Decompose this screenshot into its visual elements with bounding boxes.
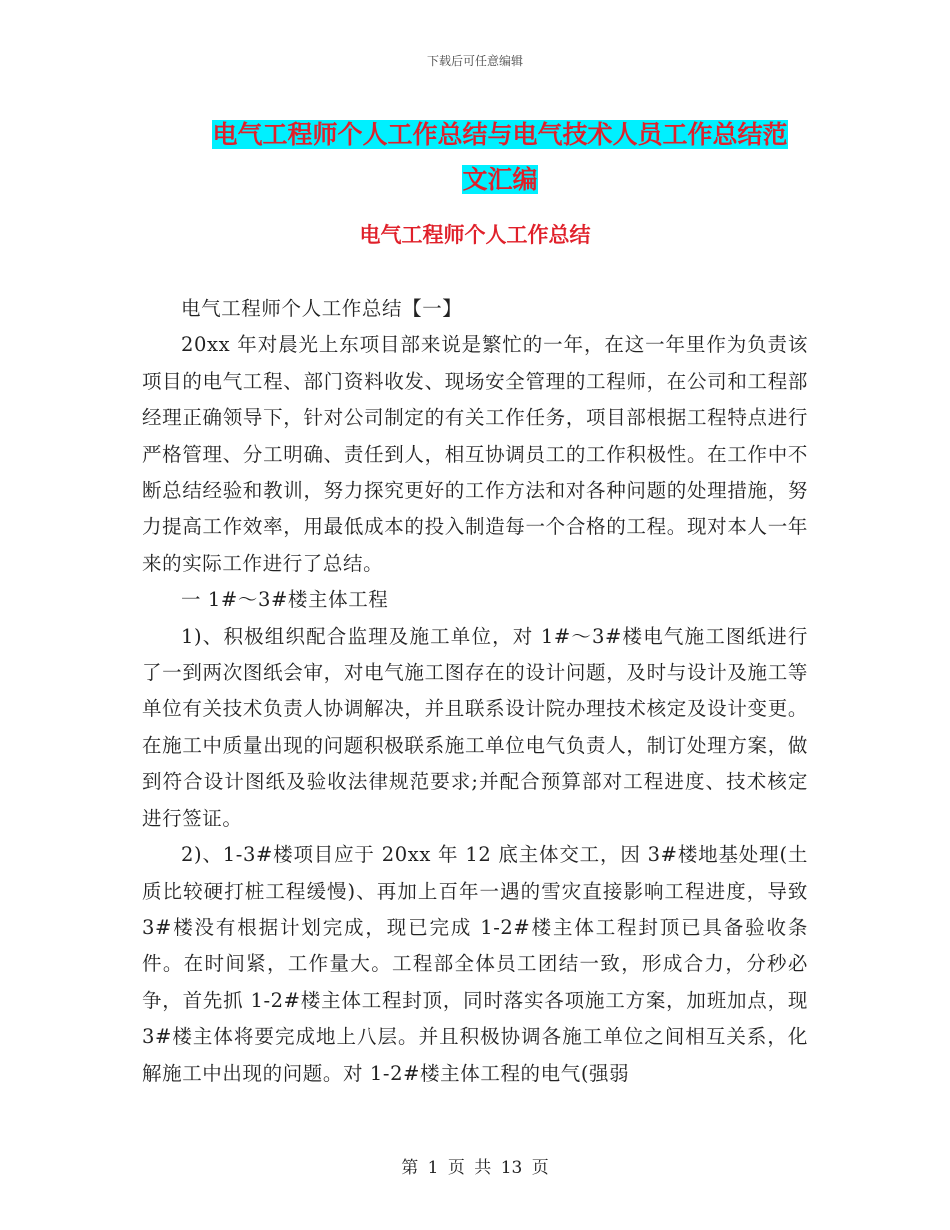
paragraph: 一 1#～3#楼主体工程	[181, 588, 389, 612]
paragraph: 电气工程师个人工作总结【一】	[181, 297, 463, 320]
paragraph: 2)、1-3#楼项目应于 20xx 年 12 底主体交工，因 3#楼地基处理(土质比较硬打桩工程缓慢)、再加上百年一遇的雪灾直接影响工程进度，导致 3#楼没有根据计划完成，现已完成 1-2#楼主体工程封顶已具备验收条件。在时间紧，工作量大。工程部全体员工团结一致，形成合力，分秒必争，首先抓 1-2#楼主体工程封顶，同时落实各项施工方案，加班加点，现 3#楼主体将要完成地上八层。并且积极协调各施工单位之间相互关系，化解施工中出现的问题。对 1-2#楼主体工程的电气(强弱	[142, 843, 808, 1085]
document-title-line-1: 电气工程师个人工作总结与电气技术人员工作总结范	[212, 120, 788, 149]
document-body	[142, 291, 808, 1092]
page-header-note: 下载后可任意编辑	[426, 54, 523, 68]
paragraph: 1)、积极组织配合监理及施工单位，对 1#～3#楼电气施工图纸进行了一到两次图纸会审，对电气施工图存在的设计问题，及时与设计及施工等单位有关技术负责人协调解决，并且联系设计院办理技术核定及设计变更。在施工中质量出现的问题积极联系施工单位电气负责人，制订处理方案，做到符合设计图纸及验收法律规范要求;并配合预算部对工程进度、技术核定进行签证。	[142, 624, 808, 830]
section-title: 电气工程师个人工作总结	[359, 223, 591, 247]
page-number: 第 1 页 共 13 页	[401, 1158, 549, 1178]
paragraph: 20xx 年对晨光上东项目部来说是繁忙的一年，在这一年里作为负责该项目的电气工程、部门资料收发、现场安全管理的工程师，在公司和工程部经理正确领导下，针对公司制定的有关工作任务，项目部根据工程特点进行严格管理、分工明确、责任到人，相互协调员工的工作积极性。在工作中不断总结经验和教训，努力探究更好的工作方法和对各种问题的处理措施，努力提高工作效率，用最低成本的投入制造每一个合格的工程。现对本人一年来的实际工作进行了总结。	[142, 333, 808, 575]
document-title	[190, 112, 810, 202]
document-title-line-2: 文汇编	[462, 165, 538, 194]
